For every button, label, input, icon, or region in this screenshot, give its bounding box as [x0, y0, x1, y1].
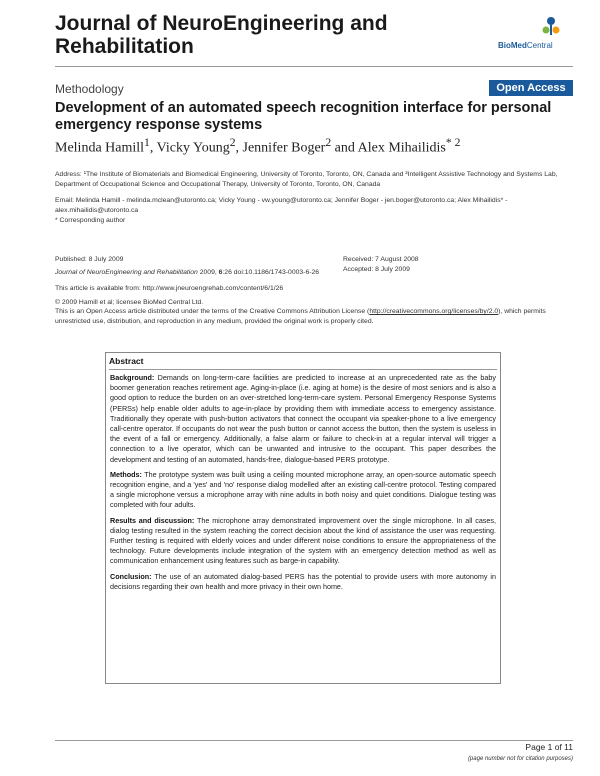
- abstract-heading: Abstract: [109, 356, 144, 366]
- author-affiliation: 2: [325, 136, 332, 149]
- article-title: Development of an automated speech recognition interface for personal emergency response systems: [55, 100, 552, 133]
- article-type: Methodology: [55, 82, 124, 96]
- open-access-badge: Open Access: [489, 80, 573, 96]
- abstract-section-background: Background: Demands on long-term-care facilities are predicted to increase at an unprecedented rate as the baby boomer generation reaches retirement age. Aging-in-place (i.e. aging at home) is the desire of most seniors and is also a good option to reduce the burden on an over-stretched long-term-care system. Personal Emergency Response Systems (PERSs) help enable older adults to age-in-place by providing them with immediate access to emergency assistance. Traditionally they operate with push-button activators that connect the occupant via speaker-phone to a live emergency call-centre operator. If occupants do not wear the push button or cannot access the button, then the system is useless in the event of a fall or emergency. Additionally, a false alarm or failure to check-in at a regular interval will trigger a connection to a live operator, which can be unwanted and intrusive to the occupant. This paper describes the development and testing of an automated, hands-free, dialogue-based PERS prototype.: [110, 373, 496, 464]
- author-affiliation: 1: [144, 136, 150, 149]
- header-divider: [55, 66, 573, 67]
- abstract-section-methods: Methods: The prototype system was built using a ceiling mounted microphone array, an open-source automatic speech recognition engine, and a 'yes' and 'no' response dialog modelled after an existing call-centre protocol. Testing compared a single microphone versus a microphone array with nine adults in both noisy and quiet conditions. Dialogue testing was completed with four adults.: [110, 469, 496, 510]
- received-date: Received: 7 August 2008: [343, 256, 419, 263]
- author-affiliation: 2: [229, 136, 236, 149]
- author-name: Melinda Hamill: [55, 140, 145, 156]
- journal-title: Journal of NeuroEngineering and Rehabilitation: [55, 12, 388, 58]
- license-text: This is an Open Access article distributed under the terms of the Creative Commons Attribution License (http://creativecommons.org/licenses/by/2.0), which permits unrestricted use, distribution, and reproduction in any medium, provided the original work is properly cited.: [55, 308, 546, 325]
- publisher-logo: [498, 16, 568, 56]
- citation: Journal of NeuroEngineering and Rehabilitation 2009, 6:26 doi:10.1186/1743-0003-6-26: [55, 268, 320, 276]
- author-list: Melinda Hamill$^1$, Vicky Young$^2$, Jennifer Boger$^2$ and Alex Mihailidis$^{* 2}$: [55, 136, 461, 156]
- author-emails: Email: Melinda Hamill - melinda.mclean@utoronto.ca; Vicky Young - vw.young@utoronto.ca; Jennifer Boger - jen.boger@utoronto.ca; Alex Mihailidis* - alex.mihailidis@utoronto.ca: [55, 197, 508, 214]
- author-name: Alex Mihailidis: [357, 140, 446, 156]
- footer-divider: [55, 740, 573, 741]
- abstract-section-results: Results and discussion: The microphone array demonstrated improvement over the single microphone. In all cases, dialog testing resulted in the system reaching the correct decision about the kind of assistance the user was requesting. Further testing is required with elderly voices and under different noise conditions to ensure the appropriateness of the technology. Future developments include integration of the system with an emergency detection method as well as communication enhancement using features such as barge-in capability.: [110, 515, 496, 566]
- abstract-body: [110, 373, 496, 597]
- biomed-central-logo-icon: [542, 16, 560, 38]
- accepted-date: Accepted: 8 July 2009: [343, 265, 410, 273]
- abstract-divider: [109, 369, 497, 370]
- received-accepted-dates: [343, 255, 543, 274]
- page-number: Page 1 of 11: [525, 742, 573, 752]
- page-number-note: (page number not for citation purposes): [467, 756, 573, 762]
- abstract-section-conclusion: Conclusion: The use of an automated dialog-based PERS has the potential to provide users with more autonomy in decisions regarding their own health and more privacy in their own home.: [110, 571, 496, 591]
- published-date: Published: 8 July 2009: [55, 256, 124, 263]
- license-link[interactable]: http://creativecommons.org/licenses/by/2.0: [369, 308, 499, 315]
- corresponding-author-note: * Corresponding author: [55, 217, 126, 224]
- copyright: © 2009 Hamill et al; licensee BioMed Central Ltd.: [55, 299, 204, 306]
- publication-info: [55, 255, 355, 277]
- article-url: This article is available from: http://www.jneuroengrehab.com/content/6/1/26: [55, 285, 284, 292]
- author-address: Address: ¹The Institute of Biomaterials and Biomedical Engineering, University of Toronto, Toronto, ON, Canada and ²Intelligent Assistive Technology and Systems Lab, Department of Occupational Science and Occupational Therapy, University of Toronto, Toronto, ON, Canada: [55, 171, 558, 188]
- author-affiliation: * 2: [445, 136, 461, 149]
- author-name: Vicky Young: [156, 140, 230, 156]
- author-name: Jennifer Boger: [242, 140, 326, 156]
- publisher-logo-text: BioMedCentral: [498, 41, 553, 50]
- abstract-box: [105, 352, 501, 684]
